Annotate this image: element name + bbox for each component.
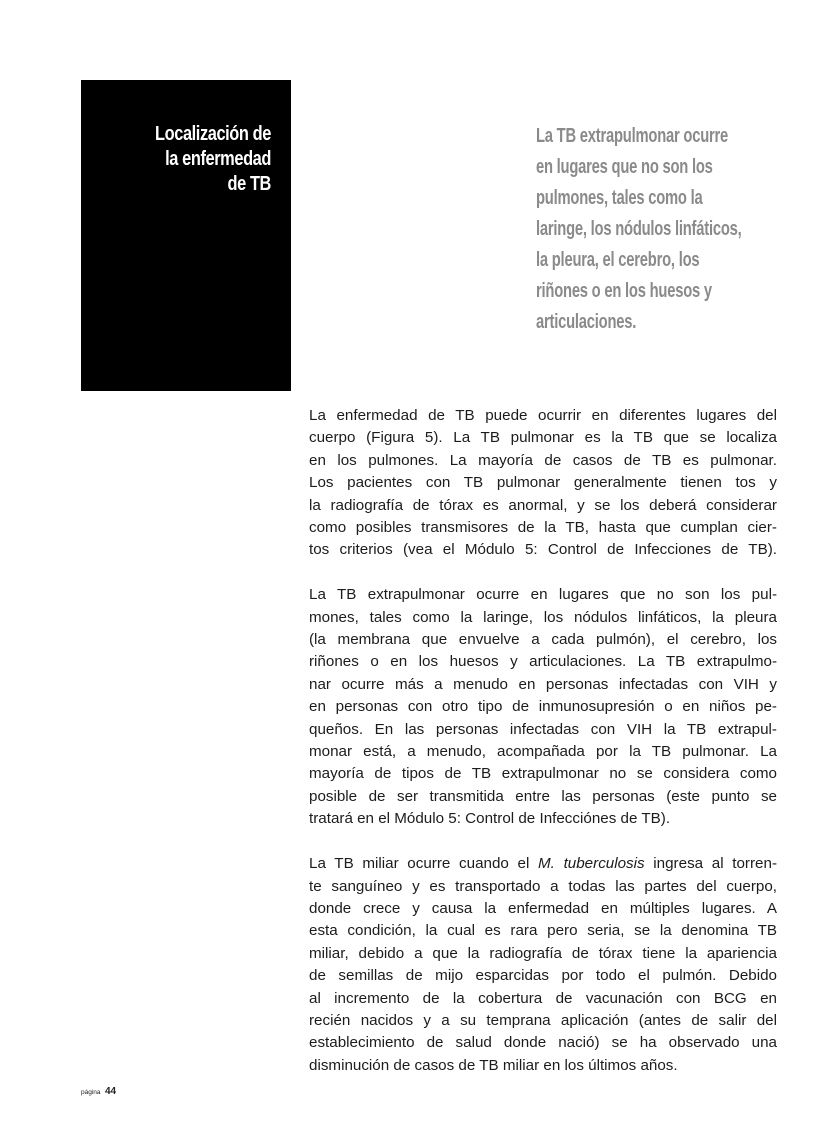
paragraph-miliary <box>309 853 777 1077</box>
section-title-line: Localización de <box>155 123 271 145</box>
text-line: como posibles transmisores de la TB, hasta que cumplan cier- <box>309 519 777 537</box>
pull-quote-line: en lugares que no son los <box>536 155 713 178</box>
pull-quote-line: articulaciones. <box>536 310 637 333</box>
text-line: mayoría de tipos de TB extrapulmonar no se considera como <box>309 765 777 783</box>
section-title-box <box>81 80 291 391</box>
paragraph-pulmonary <box>309 405 777 562</box>
text-line: tos criterios (vea el Módulo 5: Control de Infecciones de TB). <box>309 541 777 559</box>
text-line: recién nacidos y a su temprana aplicación (antes de salir del <box>309 1011 777 1029</box>
text-line: tratará en el Módulo 5: Control de Infecciónes de TB). <box>309 810 671 828</box>
section-title-line: la enfermedad <box>165 148 271 170</box>
text-line: establecimiento de salud donde nació) se ha observado una <box>309 1034 777 1052</box>
text-line <box>309 853 777 875</box>
paragraph-extrapulmonary <box>309 584 777 830</box>
text-line: te sanguíneo y es transportado a todas las partes del cuerpo, <box>309 877 777 895</box>
text-line: cuerpo (Figura 5). La TB pulmonar es la TB que se localiza <box>309 429 777 447</box>
text-line: al incremento de la cobertura de vacunación con BCG en <box>309 989 777 1007</box>
text-segment: ingresa al torren- <box>644 855 777 873</box>
species-name: M. tuberculosis <box>538 855 645 873</box>
text-line: mones, tales como la laringe, los nódulos linfáticos, la pleura <box>309 608 777 626</box>
pull-quote-line: laringe, los nódulos linfáticos, <box>536 217 742 240</box>
text-line: La enfermedad de TB puede ocurrir en diferentes lugares del <box>309 407 777 424</box>
text-line: nar ocurre más a menudo en personas infectadas con VIH y <box>309 675 777 693</box>
text-line: de semillas de mijo esparcidas por todo el pulmón. Debido <box>309 967 777 985</box>
text-line: (la membrana que envuelve a cada pulmón), el cerebro, los <box>309 631 777 649</box>
page-number <box>81 1081 116 1099</box>
page-label: página <box>81 1089 101 1096</box>
text-line: disminución de casos de TB miliar en los últimos años. <box>309 1056 678 1074</box>
text-line: la radiografía de tórax es anormal, y se los deberá considerar <box>309 496 777 514</box>
pull-quote <box>536 120 752 337</box>
body-text <box>309 405 777 1100</box>
text-segment: La TB miliar ocurre cuando el <box>309 855 539 873</box>
text-line: posible de ser transmitida entre las personas (este punto se <box>309 787 777 805</box>
pull-quote-line: pulmones, tales como la <box>536 186 703 209</box>
text-line: Los pacientes con TB pulmonar generalmente tienen tos y <box>309 474 777 492</box>
text-line: en personas con otro tipo de inmunosupresión o en niños pe- <box>309 698 777 716</box>
text-line: miliar, debido a que la radiografía de tórax tiene la apariencia <box>309 944 777 962</box>
text-line: esta condición, la cual es rara pero seria, se la denomina TB <box>309 922 777 940</box>
text-line: donde crece y causa la enfermedad en múltiples lugares. A <box>309 899 777 917</box>
text-line: queños. En las personas infectadas con VIH la TB extrapul- <box>309 720 777 738</box>
pull-quote-line: La TB extrapulmonar ocurre <box>536 124 729 147</box>
pull-quote-line: riñones o en los huesos y <box>536 279 712 302</box>
text-line: monar está, a menudo, acompañada por la TB pulmonar. La <box>309 743 777 761</box>
section-title-line: de TB <box>227 173 271 195</box>
page-number-value: 44 <box>104 1086 117 1097</box>
text-line: La TB extrapulmonar ocurre en lugares que no son los pul- <box>309 586 777 604</box>
text-line: en los pulmones. La mayoría de casos de TB es pulmonar. <box>309 451 777 469</box>
section-title <box>115 122 271 197</box>
text-line: riñones o en los huesos y articulaciones. La TB extrapulmo- <box>309 653 777 671</box>
pull-quote-line: la pleura, el cerebro, los <box>536 248 700 271</box>
